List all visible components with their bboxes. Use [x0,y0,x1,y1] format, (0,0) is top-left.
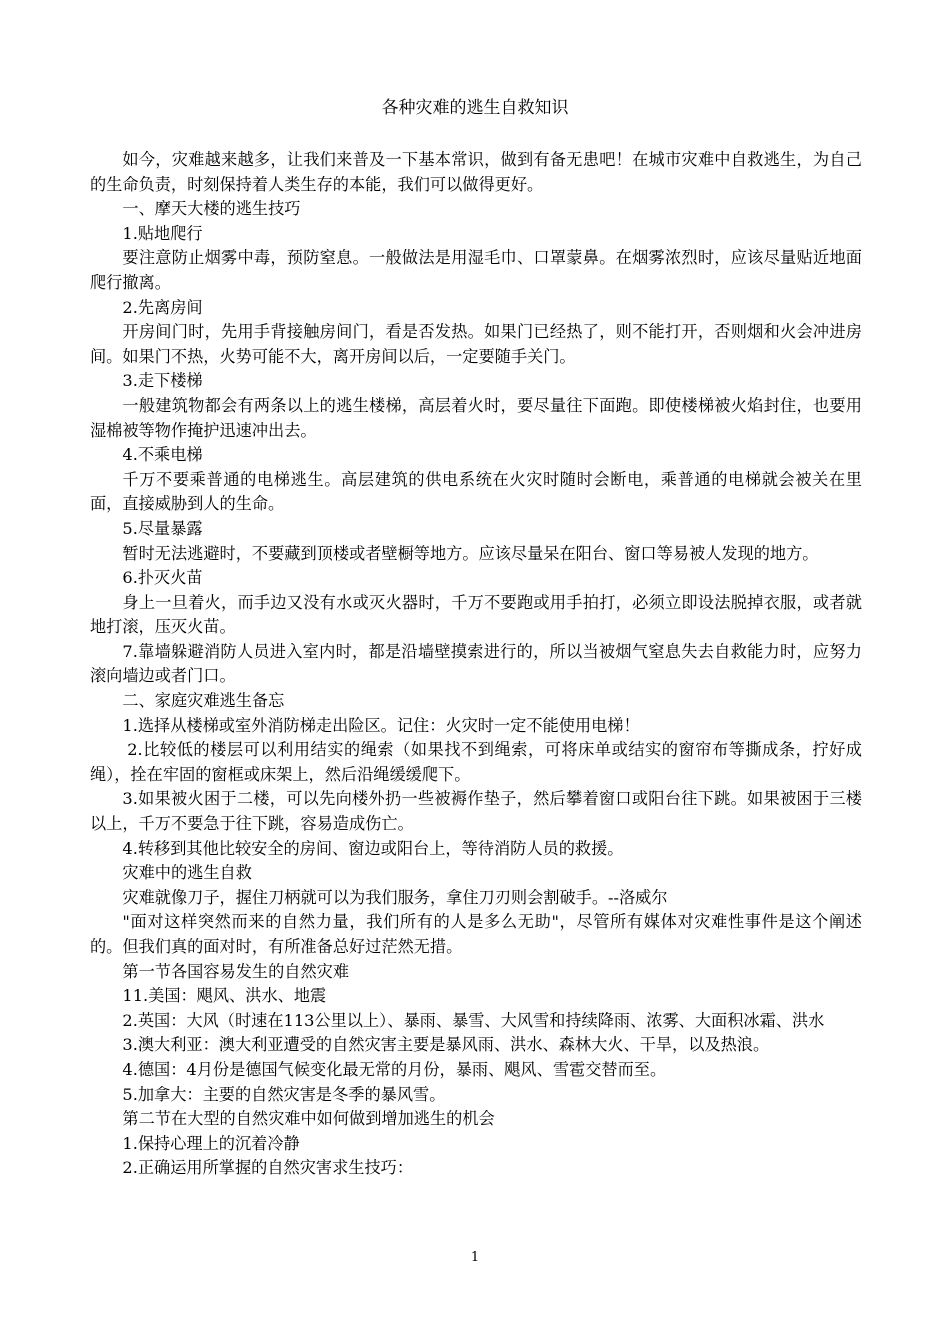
quote: 灾难就像刀子，握住刀柄就可以为我们服务，拿住刀刃则会割破手。--洛威尔 [122,887,668,907]
document-title: 各种灾难的逃生自救知识 [381,98,569,118]
paragraph: 一般建筑物都会有两条以上的逃生楼梯，高层着火时，要尽量往下面跑。即使楼梯被火焰封住，也要用湿棉被等物作掩护迅速冲出去。 [90,395,862,440]
list-item: 5.加拿大：主要的自然灾害是冬季的暴风雪。 [122,1084,446,1104]
paragraph: "面对这样突然而来的自然力量，我们所有的人是多么无助"，尽管所有媒体对灾难性事件是这个阐述的。但我们真的面对时，有所准备总好过茫然无措。 [90,912,862,956]
section-heading: 一、摩天大楼的逃生技巧 [122,199,301,219]
paragraph: 千万不要乘普通的电梯逃生。高层建筑的供电系统在火灾时随时会断电，乘普通的电梯就会被关在里面，直接威胁到人的生命。 [90,469,862,514]
list-item: 4.德国：4月份是德国气候变化最无常的月份，暴雨、飓风、雪雹交替而至。 [122,1059,667,1079]
subheading: 6.扑灭火苗 [122,568,203,588]
list-item: 3.澳大利亚：澳大利亚遭受的自然灾害主要是暴风雨、洪水、森林大火、干旱，以及热浪。 [122,1035,770,1055]
page-number: 1 [470,1250,480,1265]
list-item: 1.选择从楼梯或室外消防梯走出险区。记住：火灾时一定不能使用电梯！ [122,715,640,735]
list-item: 2.正确运用所掌握的自然灾害求生技巧： [122,1158,414,1178]
list-item: 11.美国：飓风、洪水、地震 [122,986,327,1006]
section-heading: 第二节在大型的自然灾难中如何做到增加逃生的机会 [122,1109,495,1129]
paragraph: 开房间门时，先用手背接触房间门，看是否发热。如果门已经热了，则不能打开，否则烟和火会冲进房间。如果门不热，火势可能不大，离开房间以后，一定要随手关门。 [90,322,862,366]
paragraph: 如今，灾难越来越多，让我们来普及一下基本常识，做到有备无患吧！在城市灾难中自救逃生，为自己的生命负责，时刻保持着人类生存的本能，我们可以做得更好。 [90,150,862,194]
subheading: 2.先离房间 [122,297,203,317]
section-heading: 灾难中的逃生自救 [122,863,252,883]
list-item: 2.比较低的楼层可以利用结实的绳索（如果找不到绳索，可将床单或结实的窗帘布等撕成条，拧好成绳），拴在牢固的窗框或床架上，然后沿绳缓缓爬下。 [90,740,862,784]
list-item: 2.英国：大风（时速在113公里以上）、暴雨、暴雪、大风雪和持续降雨、浓雾、大面积冰霜、洪水 [122,1010,825,1030]
paragraph: 暂时无法逃避时，不要藏到顶楼或者壁橱等地方。应该尽量呆在阳台、窗口等易被人发现的地方。 [122,543,819,563]
paragraph: 7.靠墙躲避消防人员进入室内时，都是沿墙壁摸索进行的，所以当被烟气窒息失去自救能力时，应努力滚向墙边或者门口。 [90,641,862,686]
list-item: 1.保持心理上的沉着冷静 [122,1133,300,1153]
paragraph: 身上一旦着火，而手边又没有水或灭火器时，千万不要跑或用手拍打，必须立即设法脱掉衣服，或者就地打滚，压灭火苗。 [90,592,862,637]
paragraph: 要注意防止烟雾中毒，预防窒息。一般做法是用湿毛巾、口罩蒙鼻。在烟雾浓烈时，应该尽量贴近地面爬行撤离。 [90,248,862,292]
document-body [90,148,862,1181]
list-item: 3.如果被火困于二楼，可以先向楼外扔一些被褥作垫子，然后攀着窗口或阳台往下跳。如果被困于三楼以上，千万不要急于往下跳，容易造成伤亡。 [90,789,862,834]
list-item: 4.转移到其他比较安全的房间、窗边或阳台上，等待消防人员的救援。 [122,838,624,858]
subheading: 1.贴地爬行 [122,223,203,243]
subheading: 3.走下楼梯 [122,371,203,391]
subheading: 4.不乘电梯 [122,445,203,465]
section-heading: 第一节各国容易发生的自然灾难 [122,961,350,981]
subheading: 5.尽量暴露 [122,518,203,538]
section-heading: 二、家庭灾难逃生备忘 [122,691,285,711]
